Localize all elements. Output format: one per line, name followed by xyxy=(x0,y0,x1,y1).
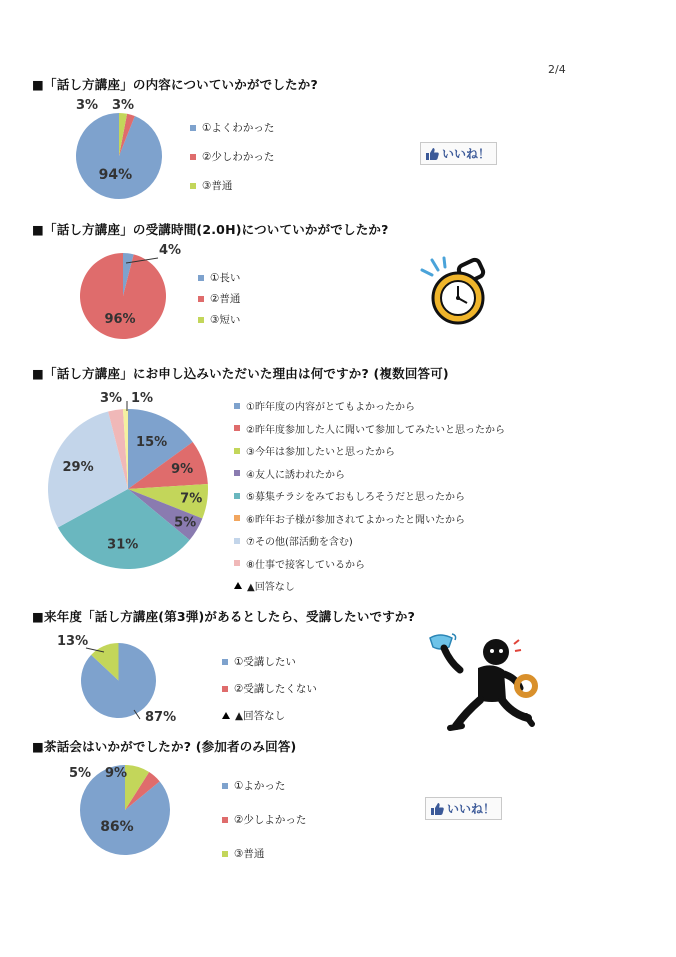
legend-swatch xyxy=(234,448,240,454)
chart-5-label-red: 5% xyxy=(69,766,92,781)
legend-item xyxy=(222,708,317,723)
tea-break-person-illustration xyxy=(422,624,540,736)
legend-swatch xyxy=(234,582,242,589)
legend-item xyxy=(222,846,306,861)
chart-5-label-green: 9% xyxy=(105,766,128,781)
pie-slice-label: 31% xyxy=(107,537,139,553)
legend-label: ①よくわかった xyxy=(202,122,275,134)
legend-label: ①長い xyxy=(210,272,241,284)
legend-swatch xyxy=(222,686,228,692)
pie-slice-label: 29% xyxy=(62,459,94,475)
chart-1-legend xyxy=(190,120,274,193)
chart-4-leader-lines xyxy=(84,640,144,722)
pie-slice-label: 5% xyxy=(174,515,197,531)
legend-item xyxy=(190,149,274,164)
legend-label: ②普通 xyxy=(210,293,241,305)
legend-item xyxy=(190,120,274,135)
legend-label: ⑧仕事で接客しているから xyxy=(246,559,365,571)
legend-item xyxy=(222,654,317,669)
chart-3-legend xyxy=(234,398,505,593)
chart-4-legend xyxy=(222,654,317,723)
chart-1-label-red: 3% xyxy=(76,98,99,113)
pie-slice-label: 15% xyxy=(136,435,168,451)
legend-swatch xyxy=(234,493,240,499)
legend-item xyxy=(234,421,505,436)
legend-swatch xyxy=(198,296,204,302)
legend-item xyxy=(222,812,306,827)
legend-swatch xyxy=(234,425,240,431)
chart-2-legend xyxy=(198,270,240,327)
legend-label: ⑥昨年お子様が参加されてよかったと聞いたから xyxy=(246,514,465,526)
legend-label: ④友人に誘われたから xyxy=(246,469,345,481)
legend-label: ①昨年度の内容がとてもよかったから xyxy=(246,402,415,413)
legend-swatch xyxy=(198,317,204,323)
pie-slice-label: 7% xyxy=(180,491,203,507)
legend-item xyxy=(234,578,505,593)
legend-item xyxy=(198,291,240,306)
stopwatch-illustration xyxy=(418,256,502,328)
legend-swatch xyxy=(222,851,228,857)
legend-item xyxy=(198,270,240,285)
legend-item xyxy=(198,312,240,327)
legend-swatch xyxy=(234,560,240,566)
chart-5-legend xyxy=(222,778,306,861)
pie-slice-label: 96% xyxy=(104,311,136,327)
legend-swatch xyxy=(198,275,204,281)
legend-label: ③普通 xyxy=(234,848,265,860)
legend-label: ③普通 xyxy=(202,180,233,192)
chart-2-label-blue: 4% xyxy=(159,243,182,258)
like-label: いいね！ xyxy=(447,802,496,816)
legend-label: ③短い xyxy=(210,314,241,326)
legend-label: ①受講したい xyxy=(234,656,296,668)
legend-swatch xyxy=(190,183,196,189)
chart-4-title: ■来年度「話し方講座(第3弾)があるとしたら、受講したいですか? xyxy=(32,609,416,624)
legend-item xyxy=(234,398,505,413)
thumbs-up-icon xyxy=(425,147,439,160)
legend-item xyxy=(234,488,505,503)
legend-label: ①よかった xyxy=(234,780,286,792)
pie-slice-label: 9% xyxy=(171,461,194,477)
chart-3-label-pink: 3% xyxy=(100,391,123,406)
legend-swatch xyxy=(222,783,228,789)
chart-5-title: ■茶話会はいかがでしたか? (参加者のみ回答) xyxy=(32,739,297,754)
legend-swatch xyxy=(234,538,240,544)
legend-label: ⑤募集チラシをみておもしろそうだと思ったから xyxy=(246,492,465,503)
legend-item xyxy=(222,778,306,793)
chart-1-label-green: 3% xyxy=(112,98,135,113)
chart-3-title: ■「話し方講座」にお申し込みいただいた理由は何ですか? (複数回答可) xyxy=(32,366,449,381)
legend-label: ⑦その他(部活動を含む) xyxy=(246,537,353,548)
chart-1-pie xyxy=(76,113,162,199)
like-label: いいね！ xyxy=(442,147,491,161)
chart-3-label-yellow: 1% xyxy=(131,391,154,406)
legend-item xyxy=(234,466,505,481)
legend-swatch xyxy=(234,515,240,521)
chart-4-label-blue: 87% xyxy=(145,710,177,725)
thumbs-up-icon xyxy=(430,802,444,815)
legend-swatch xyxy=(190,154,196,160)
legend-swatch xyxy=(234,403,240,409)
pie-slice-label: 94% xyxy=(98,167,133,184)
like-badge xyxy=(420,142,497,165)
legend-swatch xyxy=(222,817,228,823)
chart-2-title: ■「話し方講座」の受講時間(2.0H)についていかがでしたか? xyxy=(32,222,389,237)
pie-slice-label: 86% xyxy=(100,819,134,836)
legend-item xyxy=(234,556,505,571)
legend-swatch xyxy=(222,659,228,665)
legend-item xyxy=(190,178,274,193)
legend-label: ②少しわかった xyxy=(202,151,275,163)
chart-4-label-green: 13% xyxy=(57,634,89,649)
legend-item xyxy=(234,443,505,458)
legend-item xyxy=(234,511,505,526)
legend-label: ▲回答なし xyxy=(235,710,286,722)
legend-item xyxy=(222,681,317,696)
legend-item xyxy=(234,533,505,548)
legend-label: ②昨年度参加した人に聞いて参加してみたいと思ったから xyxy=(246,424,505,436)
chart-2-leader-line xyxy=(120,257,160,267)
page-number: 2/4 xyxy=(548,63,566,76)
legend-label: ②受講したくない xyxy=(234,683,317,695)
legend-label: ②少しよかった xyxy=(234,814,307,826)
chart-1-title: ■「話し方講座」の内容についていかがでしたか? xyxy=(32,77,318,92)
like-badge xyxy=(425,797,502,820)
legend-swatch xyxy=(190,125,196,131)
legend-swatch xyxy=(222,712,230,719)
chart-3-pie xyxy=(48,409,208,569)
legend-swatch xyxy=(234,470,240,476)
legend-label: ③今年は参加したいと思ったから xyxy=(246,447,395,458)
legend-label: ▲回答なし xyxy=(247,582,295,593)
